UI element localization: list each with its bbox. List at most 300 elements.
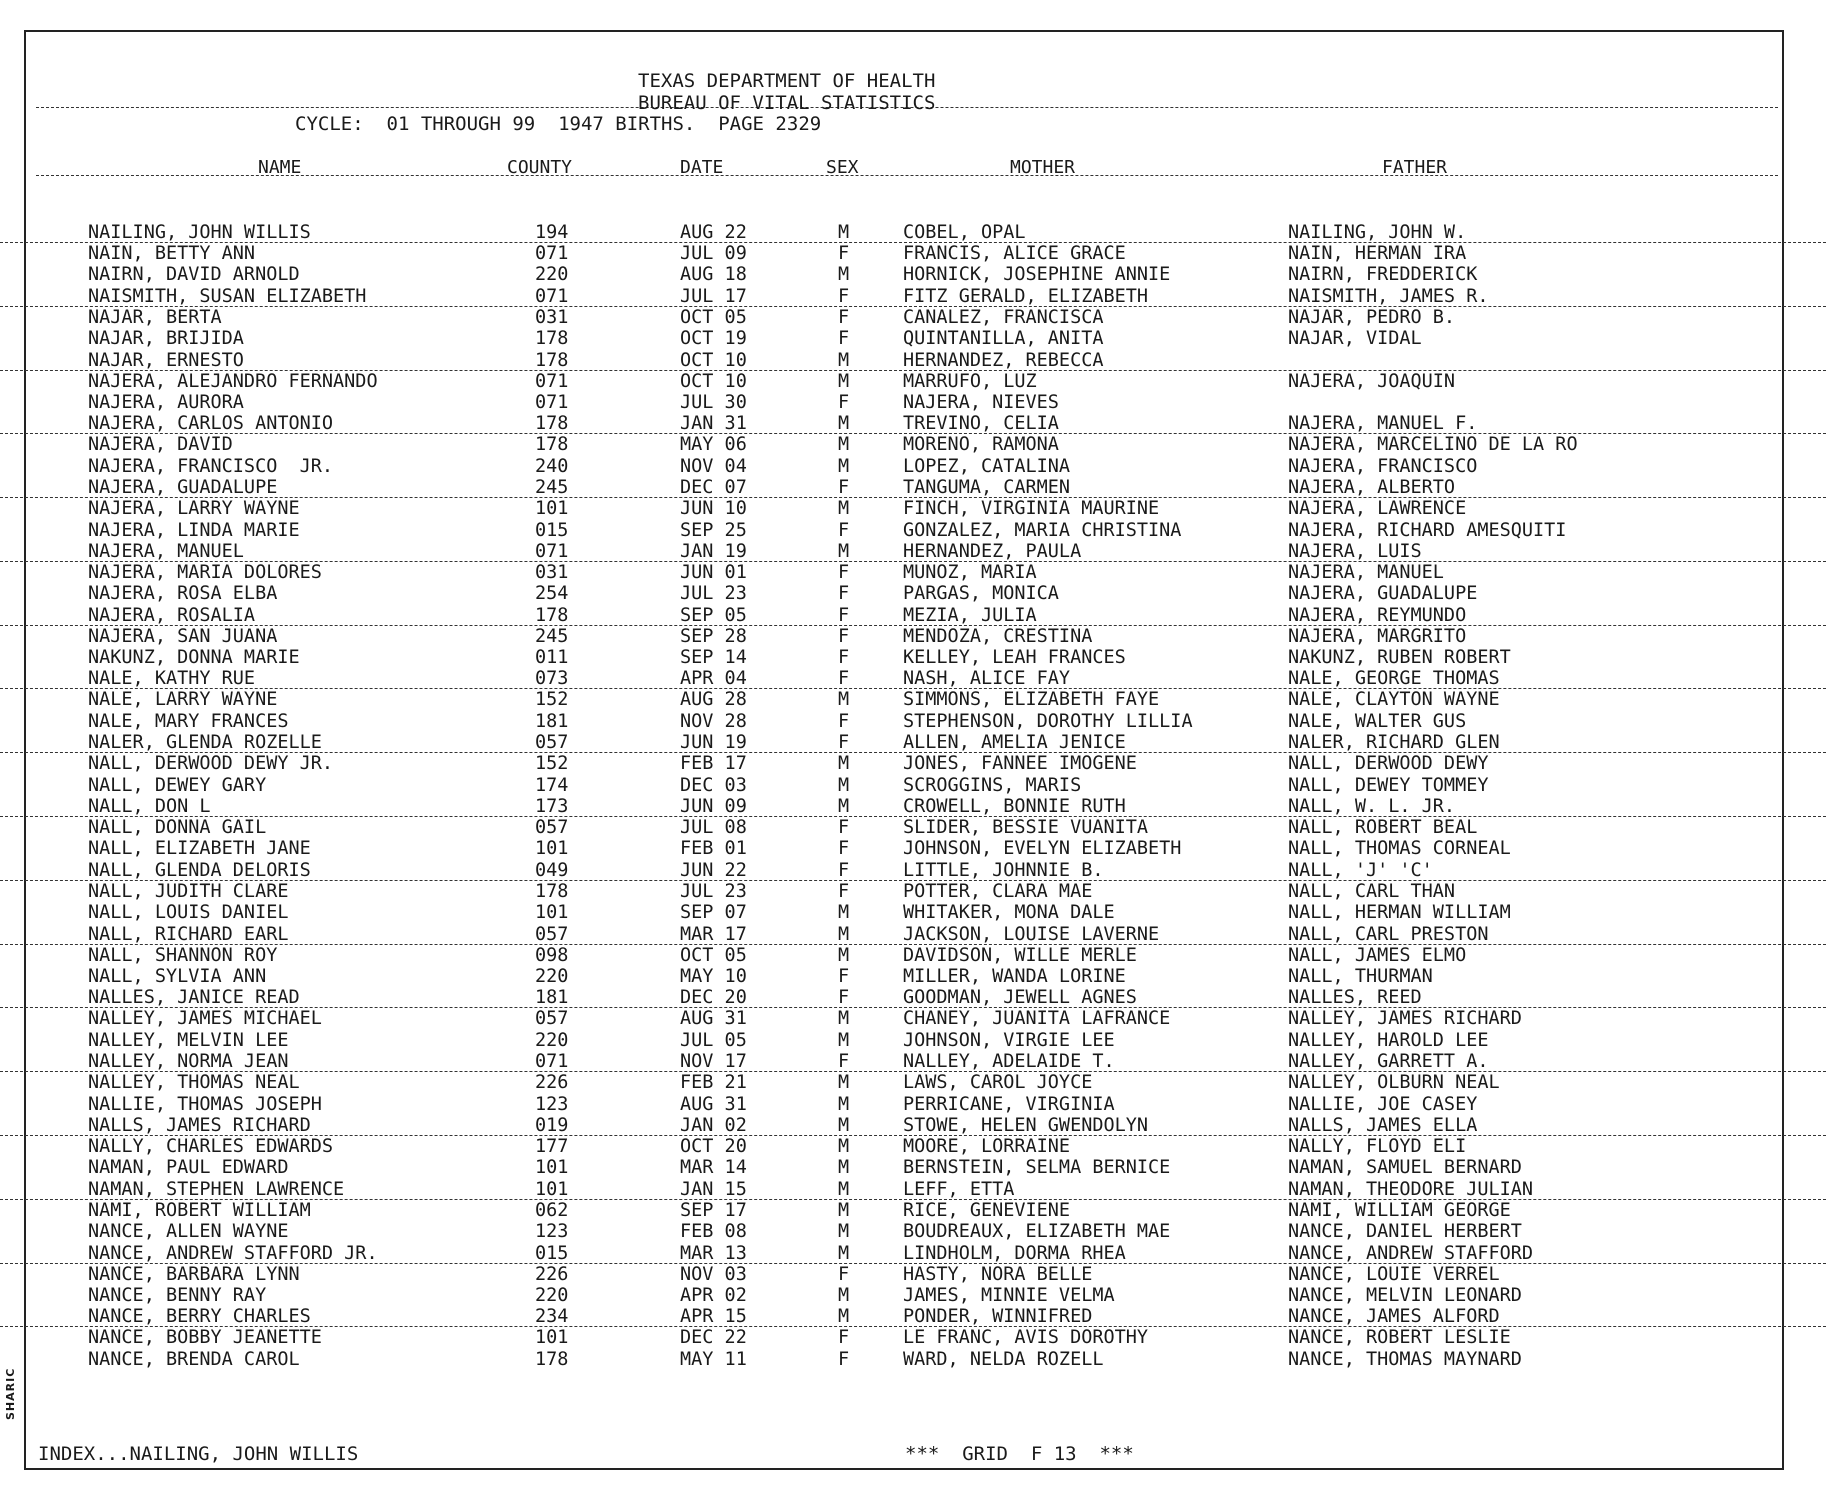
cycle-line: CYCLE: 01 THROUGH 99 1947 BIRTHS. PAGE 2329 [295, 113, 822, 135]
record-date: JAN 19 [680, 540, 747, 562]
record-sex: M [838, 264, 850, 286]
record-father: NALL, THOMAS CORNEAL [1288, 838, 1511, 860]
record-date: FEB 21 [680, 1072, 747, 1094]
record-sex: M [838, 413, 850, 435]
record-date: OCT 20 [680, 1135, 747, 1157]
record-row [0, 1285, 1826, 1306]
record-father: NALL, DERWOOD DEWY [1288, 753, 1489, 775]
record-row [0, 605, 1826, 626]
record-county: 254 [535, 583, 569, 605]
record-row [0, 413, 1826, 434]
record-date: JAN 31 [680, 413, 747, 435]
record-date: MAR 13 [680, 1242, 747, 1264]
record-county: 057 [535, 923, 569, 945]
record-row [0, 1327, 1826, 1348]
record-sex: M [838, 1242, 850, 1264]
record-name: NANCE, BOBBY JEANETTE [88, 1327, 322, 1349]
record-name: NALLS, JAMES RICHARD [88, 1114, 311, 1136]
record-father: NALE, WALTER GUS [1288, 710, 1467, 732]
record-name: NAIN, BETTY ANN [88, 243, 256, 264]
record-sex: M [838, 796, 850, 818]
record-mother: HERNANDEZ, PAULA [903, 540, 1082, 562]
record-date: SEP 28 [680, 625, 747, 647]
record-row [0, 1094, 1826, 1115]
record-row [0, 1072, 1826, 1093]
record-row [0, 753, 1826, 774]
record-sex: F [838, 668, 850, 690]
record-mother: MEZIA, JULIA [903, 604, 1037, 626]
record-county: 101 [535, 1178, 569, 1200]
record-name: NANCE, ALLEN WAYNE [88, 1221, 289, 1243]
column-header-date: DATE [680, 157, 724, 178]
record-date: JUL 05 [680, 1029, 747, 1051]
record-father: NALE, GEORGE THOMAS [1288, 668, 1500, 690]
record-row [0, 456, 1826, 477]
record-date: MAR 17 [680, 923, 747, 945]
record-sex: F [838, 328, 850, 350]
record-mother: POTTER, CLARA MAE [903, 880, 1093, 902]
record-county: 057 [535, 732, 569, 754]
record-row [0, 371, 1826, 392]
record-father: NALLEY, OLBURN NEAL [1288, 1072, 1500, 1094]
record-father: NAKUNZ, RUBEN ROBERT [1288, 647, 1511, 669]
record-county: 057 [535, 1008, 569, 1030]
record-father: NAJERA, MANUEL [1288, 561, 1444, 583]
record-name: NALL, GLENDA DELORIS [88, 859, 311, 881]
record-row [0, 732, 1826, 753]
record-row [0, 1030, 1826, 1051]
record-county: 152 [535, 753, 569, 775]
birth-records [0, 222, 1826, 1370]
record-sex: F [838, 1051, 850, 1073]
record-father: NAJERA, GUADALUPE [1288, 583, 1478, 605]
record-name: NAJERA, LARRY WAYNE [88, 498, 300, 520]
record-sex: F [838, 838, 850, 860]
record-county: 071 [535, 391, 569, 413]
record-county: 015 [535, 1242, 569, 1264]
record-row [0, 1179, 1826, 1200]
record-name: NALLEY, JAMES MICHAEL [88, 1008, 322, 1030]
record-county: 031 [535, 306, 569, 328]
record-sex: M [838, 1008, 850, 1030]
record-name: NAJERA, SAN JUANA [88, 625, 278, 647]
record-row [0, 881, 1826, 902]
record-county: 178 [535, 604, 569, 626]
record-name: NAISMITH, SUSAN ELIZABETH [88, 285, 367, 307]
record-mother: SIMMONS, ELIZABETH FAYE [903, 689, 1160, 711]
record-sex: M [838, 455, 850, 477]
record-mother: PARGAS, MONICA [903, 583, 1059, 605]
record-sex: M [838, 923, 850, 945]
record-father: NALL, 'J' 'C' [1288, 859, 1433, 881]
record-name: NAJERA, MANUEL [88, 540, 244, 562]
record-row [0, 689, 1826, 710]
record-row [0, 541, 1826, 562]
record-county: 057 [535, 817, 569, 839]
record-mother: TREVINO, CELIA [903, 413, 1059, 435]
record-name: NALL, LOUIS DANIEL [88, 902, 289, 924]
record-sex: M [838, 1178, 850, 1200]
record-county: 062 [535, 1199, 569, 1221]
record-mother: CANALEZ, FRANCISCA [903, 306, 1104, 328]
record-date: OCT 19 [680, 328, 747, 350]
record-sex: M [838, 689, 850, 711]
record-sex: F [838, 561, 850, 583]
record-sex: F [838, 306, 850, 328]
record-county: 071 [535, 285, 569, 307]
record-name: NAJERA, ROSA ELBA [88, 583, 278, 605]
record-date: MAY 06 [680, 434, 747, 456]
record-father: NALL, JAMES ELMO [1288, 944, 1467, 966]
record-mother: JOHNSON, VIRGIE LEE [903, 1029, 1115, 1051]
column-header-sex: SEX [826, 157, 859, 178]
record-name: NALE, LARRY WAYNE [88, 689, 278, 711]
column-header-name: NAME [258, 157, 302, 178]
record-name: NALLEY, MELVIN LEE [88, 1029, 289, 1051]
record-sex: F [838, 625, 850, 647]
record-mother: LOPEZ, CATALINA [903, 455, 1071, 477]
record-sex: F [838, 391, 850, 413]
record-date: OCT 05 [680, 306, 747, 328]
record-sex: M [838, 1221, 850, 1243]
record-father: NALL, ROBERT BEAL [1288, 817, 1478, 839]
record-row [0, 1115, 1826, 1136]
record-date: DEC 20 [680, 987, 747, 1009]
record-mother: KELLEY, LEAH FRANCES [903, 647, 1126, 669]
record-date: MAY 10 [680, 965, 747, 987]
record-row [0, 711, 1826, 732]
record-mother: CHANEY, JUANITA LAFRANCE [903, 1008, 1171, 1030]
record-father: NALL, W. L. JR. [1288, 796, 1456, 818]
record-mother: QUINTANILLA, ANITA [903, 328, 1104, 350]
record-name: NALL, DON L [88, 796, 211, 818]
record-date: JUN 19 [680, 732, 747, 754]
record-sex: M [838, 902, 850, 924]
record-date: OCT 05 [680, 944, 747, 966]
record-sex: M [838, 434, 850, 456]
record-father: NALLIE, JOE CASEY [1288, 1093, 1478, 1115]
bureau-title: BUREAU OF VITAL STATISTICS [638, 92, 936, 114]
record-county: 101 [535, 498, 569, 520]
record-father: NALLEY, HAROLD LEE [1288, 1029, 1489, 1051]
record-county: 178 [535, 328, 569, 350]
record-date: SEP 14 [680, 647, 747, 669]
record-sex: M [838, 222, 850, 243]
record-county: 174 [535, 774, 569, 796]
record-name: NANCE, BRENDA CAROL [88, 1348, 300, 1370]
record-county: 071 [535, 370, 569, 392]
record-county: 019 [535, 1114, 569, 1136]
record-sex: M [838, 1029, 850, 1051]
record-father: NAJERA, ALBERTO [1288, 477, 1456, 499]
record-row [0, 860, 1826, 881]
record-father: NANCE, MELVIN LEONARD [1288, 1284, 1522, 1306]
record-date: JUL 17 [680, 285, 747, 307]
record-mother: HERNANDEZ, REBECCA [903, 349, 1104, 371]
record-mother: LE FRANC, AVIS DOROTHY [903, 1327, 1149, 1349]
record-county: 073 [535, 668, 569, 690]
record-sex: M [838, 1093, 850, 1115]
record-sex: F [838, 583, 850, 605]
record-father: NALLEY, JAMES RICHARD [1288, 1008, 1522, 1030]
record-mother: MENDOZA, CRESTINA [903, 625, 1093, 647]
record-row [0, 945, 1826, 966]
record-row [0, 1221, 1826, 1242]
record-father: NANCE, THOMAS MAYNARD [1288, 1348, 1522, 1370]
record-sex: F [838, 285, 850, 307]
record-date: AUG 31 [680, 1093, 747, 1115]
record-sex: F [838, 732, 850, 754]
record-name: NAJERA, MARIA DOLORES [88, 561, 322, 583]
record-row [0, 477, 1826, 498]
record-name: NAJERA, ROSALIA [88, 604, 256, 626]
record-name: NALLIE, THOMAS JOSEPH [88, 1093, 322, 1115]
record-mother: WHITAKER, MONA DALE [903, 902, 1115, 924]
record-county: 245 [535, 477, 569, 499]
record-date: AUG 28 [680, 689, 747, 711]
record-mother: LINDHOLM, DORMA RHEA [903, 1242, 1126, 1264]
record-county: 178 [535, 1348, 569, 1370]
record-county: 245 [535, 625, 569, 647]
record-father: NAIRN, FREDDERICK [1288, 264, 1478, 286]
record-county: 015 [535, 519, 569, 541]
record-sex: M [838, 1199, 850, 1221]
record-county: 178 [535, 413, 569, 435]
record-date: JUN 09 [680, 796, 747, 818]
record-father: NANCE, ROBERT LESLIE [1288, 1327, 1511, 1349]
record-row [0, 1051, 1826, 1072]
record-date: JUL 23 [680, 583, 747, 605]
record-county: 123 [535, 1093, 569, 1115]
record-name: NALE, MARY FRANCES [88, 710, 289, 732]
record-sex: M [838, 1306, 850, 1328]
record-date: OCT 10 [680, 349, 747, 371]
record-mother: RICE, GENEVIENE [903, 1199, 1071, 1221]
record-mother: JONES, FANNEE IMOGENE [903, 753, 1137, 775]
record-row [0, 987, 1826, 1008]
record-name: NALL, DERWOOD DEWY JR. [88, 753, 334, 775]
record-mother: MILLER, WANDA LORINE [903, 965, 1126, 987]
record-row [0, 924, 1826, 945]
record-father: NAJERA, LUIS [1288, 540, 1422, 562]
record-father: NALL, THURMAN [1288, 965, 1433, 987]
record-row [0, 264, 1826, 285]
record-mother: WARD, NELDA ROZELL [903, 1348, 1104, 1370]
column-header-father: FATHER [1382, 157, 1448, 178]
record-row [0, 243, 1826, 264]
record-row [0, 1200, 1826, 1221]
record-father: NAIN, HERMAN IRA [1288, 243, 1467, 264]
record-row [0, 966, 1826, 987]
record-name: NALL, JUDITH CLARE [88, 880, 289, 902]
record-mother: JACKSON, LOUISE LAVERNE [903, 923, 1160, 945]
record-date: NOV 04 [680, 455, 747, 477]
record-date: NOV 03 [680, 1263, 747, 1285]
record-row [0, 328, 1826, 349]
record-father: NALLY, FLOYD ELI [1288, 1135, 1467, 1157]
record-date: SEP 05 [680, 604, 747, 626]
record-mother: CROWELL, BONNIE RUTH [903, 796, 1126, 818]
record-sex: M [838, 753, 850, 775]
record-date: APR 02 [680, 1284, 747, 1306]
record-date: SEP 25 [680, 519, 747, 541]
record-father: NAJERA, MANUEL F. [1288, 413, 1478, 435]
record-row [0, 222, 1826, 243]
column-header-county: COUNTY [507, 157, 573, 178]
record-row [0, 668, 1826, 689]
record-name: NALL, DONNA GAIL [88, 817, 267, 839]
record-mother: DAVIDSON, WILLE MERLE [903, 944, 1137, 966]
record-mother: STOWE, HELEN GWENDOLYN [903, 1114, 1149, 1136]
record-row [0, 796, 1826, 817]
record-date: APR 04 [680, 668, 747, 690]
record-father: NAJERA, REYMUNDO [1288, 604, 1467, 626]
record-sex: F [838, 604, 850, 626]
record-date: JUL 09 [680, 243, 747, 264]
record-father: NAJERA, FRANCISCO [1288, 455, 1478, 477]
record-name: NANCE, BERRY CHARLES [88, 1306, 311, 1328]
record-row [0, 817, 1826, 838]
record-father: NANCE, LOUIE VERREL [1288, 1263, 1500, 1285]
record-county: 152 [535, 689, 569, 711]
record-mother: MARRUFO, LUZ [903, 370, 1037, 392]
record-mother: MOORE, LORRAINE [903, 1135, 1071, 1157]
record-date: SEP 07 [680, 902, 747, 924]
record-name: NAIRN, DAVID ARNOLD [88, 264, 300, 286]
record-county: 101 [535, 838, 569, 860]
record-name: NANCE, BENNY RAY [88, 1284, 267, 1306]
record-father: NAJERA, MARGRITO [1288, 625, 1467, 647]
record-father: NAJERA, MARCELINO DE LA RO [1288, 434, 1578, 456]
record-date: JUL 08 [680, 817, 747, 839]
record-sex: F [838, 1348, 850, 1370]
record-date: MAR 14 [680, 1157, 747, 1179]
record-mother: SLIDER, BESSIE VUANITA [903, 817, 1149, 839]
record-name: NALLY, CHARLES EDWARDS [88, 1135, 334, 1157]
record-sex: F [838, 880, 850, 902]
record-mother: PONDER, WINNIFRED [903, 1306, 1093, 1328]
record-name: NALL, ELIZABETH JANE [88, 838, 311, 860]
record-father: NAJERA, LAWRENCE [1288, 498, 1467, 520]
record-name: NAJAR, BRIJIDA [88, 328, 244, 350]
record-mother: FITZ GERALD, ELIZABETH [903, 285, 1149, 307]
record-date: FEB 17 [680, 753, 747, 775]
record-mother: NAJERA, NIEVES [903, 391, 1059, 413]
record-father: NALL, CARL PRESTON [1288, 923, 1489, 945]
record-sex: F [838, 1263, 850, 1285]
record-county: 181 [535, 710, 569, 732]
side-label: SHARIC [4, 1367, 17, 1420]
record-county: 071 [535, 1051, 569, 1073]
record-sex: F [838, 987, 850, 1009]
record-sex: F [838, 710, 850, 732]
record-row [0, 902, 1826, 923]
record-county: 178 [535, 434, 569, 456]
record-county: 194 [535, 222, 569, 243]
record-name: NALL, DEWEY GARY [88, 774, 267, 796]
record-sex: M [838, 349, 850, 371]
record-sex: F [838, 859, 850, 881]
record-row [0, 647, 1826, 668]
record-date: SEP 17 [680, 1199, 747, 1221]
record-father: NANCE, DANIEL HERBERT [1288, 1221, 1522, 1243]
record-name: NAJERA, LINDA MARIE [88, 519, 300, 541]
record-mother: GONZALEZ, MARIA CHRISTINA [903, 519, 1182, 541]
record-date: DEC 07 [680, 477, 747, 499]
record-county: 220 [535, 1284, 569, 1306]
grid-footer: *** GRID F 13 *** [905, 1443, 1134, 1465]
record-county: 071 [535, 243, 569, 264]
record-date: AUG 31 [680, 1008, 747, 1030]
record-county: 178 [535, 880, 569, 902]
record-sex: F [838, 817, 850, 839]
record-mother: SCROGGINS, MARIS [903, 774, 1082, 796]
record-row [0, 1243, 1826, 1264]
record-date: DEC 03 [680, 774, 747, 796]
record-date: DEC 22 [680, 1327, 747, 1349]
record-county: 031 [535, 561, 569, 583]
record-mother: MORENO, RAMONA [903, 434, 1059, 456]
record-name: NANCE, BARBARA LYNN [88, 1263, 300, 1285]
record-name: NAKUNZ, DONNA MARIE [88, 647, 300, 669]
record-mother: JAMES, MINNIE VELMA [903, 1284, 1115, 1306]
record-name: NALE, KATHY RUE [88, 668, 256, 690]
record-mother: COBEL, OPAL [903, 222, 1026, 243]
record-mother: FRANCIS, ALICE GRACE [903, 243, 1126, 264]
record-row [0, 520, 1826, 541]
record-name: NAJERA, GUADALUPE [88, 477, 278, 499]
record-name: NALLES, JANICE READ [88, 987, 300, 1009]
record-father: NAMI, WILLIAM GEORGE [1288, 1199, 1511, 1221]
record-date: JAN 02 [680, 1114, 747, 1136]
record-date: FEB 08 [680, 1221, 747, 1243]
record-mother: JOHNSON, EVELYN ELIZABETH [903, 838, 1182, 860]
record-row [0, 307, 1826, 328]
record-father: NANCE, JAMES ALFORD [1288, 1306, 1500, 1328]
record-county: 226 [535, 1072, 569, 1094]
record-name: NAMAN, PAUL EDWARD [88, 1157, 289, 1179]
record-date: JUL 23 [680, 880, 747, 902]
record-date: JAN 15 [680, 1178, 747, 1200]
record-mother: NASH, ALICE FAY [903, 668, 1071, 690]
record-mother: MUNOZ, MARIA [903, 561, 1037, 583]
record-county: 220 [535, 965, 569, 987]
record-row [0, 1136, 1826, 1157]
record-mother: STEPHENSON, DOROTHY LILLIA [903, 710, 1193, 732]
column-header-mother: MOTHER [1010, 157, 1076, 178]
record-sex: F [838, 647, 850, 669]
record-county: 011 [535, 647, 569, 669]
record-row [0, 1264, 1826, 1285]
record-row [0, 583, 1826, 604]
record-father: NAJAR, PEDRO B. [1288, 306, 1456, 328]
record-sex: M [838, 540, 850, 562]
record-name: NAJAR, ERNESTO [88, 349, 244, 371]
record-mother: LEFF, ETTA [903, 1178, 1015, 1200]
record-mother: BOUDREAUX, ELIZABETH MAE [903, 1221, 1171, 1243]
record-sex: F [838, 477, 850, 499]
record-county: 101 [535, 1157, 569, 1179]
record-name: NAJERA, ALEJANDRO FERNANDO [88, 370, 378, 392]
record-sex: M [838, 1072, 850, 1094]
record-name: NAJERA, FRANCISCO JR. [88, 455, 334, 477]
record-county: 181 [535, 987, 569, 1009]
record-name: NAJERA, AURORA [88, 391, 244, 413]
record-father: NALL, CARL THAN [1288, 880, 1456, 902]
record-county: 226 [535, 1263, 569, 1285]
record-date: AUG 22 [680, 222, 747, 243]
index-footer: INDEX...NAILING, JOHN WILLIS [38, 1443, 359, 1465]
